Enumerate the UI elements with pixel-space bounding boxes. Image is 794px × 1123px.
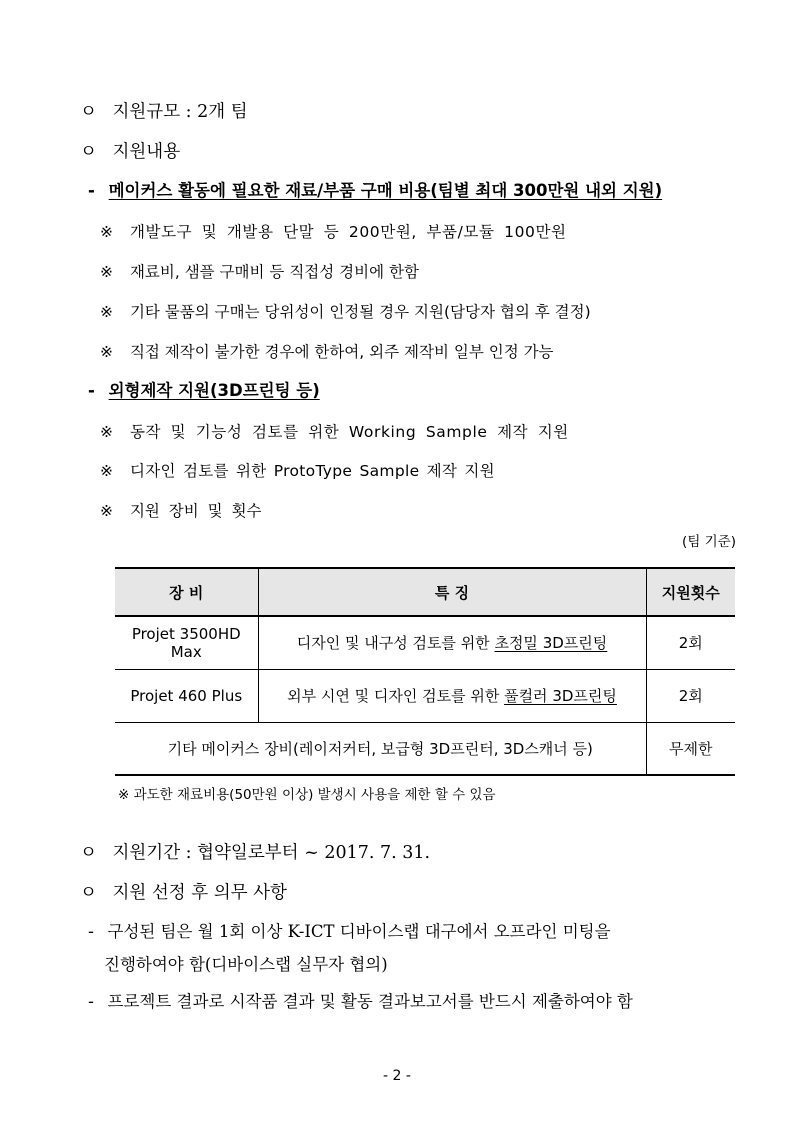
bullet-duties bbox=[80, 881, 287, 905]
note-text: 디자인 검토를 위한 ProtoType Sample 제작 지원 bbox=[129, 462, 495, 480]
header-equipment: 장 비 bbox=[115, 568, 258, 616]
bullet-support-period bbox=[80, 841, 430, 865]
note-mark: ※ bbox=[100, 223, 113, 241]
note-text: 개발도구 및 개발용 단말 등 200만원, 부품/모듈 100만원 bbox=[129, 223, 567, 241]
support-count: 2회 bbox=[646, 616, 735, 669]
table-row bbox=[115, 616, 735, 669]
table-header-row bbox=[115, 568, 735, 616]
table-row bbox=[115, 722, 735, 775]
note-mark: ※ bbox=[100, 303, 113, 321]
duty-continuation: 진행하여야 함(디바이스랩 실무자 협의) bbox=[104, 955, 388, 974]
note-text: 직접 제작이 불가한 경우에 한하여, 외주 제작비 일부 인정 가능 bbox=[129, 343, 554, 361]
note-mark: ※ bbox=[100, 263, 113, 281]
feature-highlight: 풀컬러 3D프린팅 bbox=[504, 687, 617, 705]
duty-item bbox=[88, 920, 611, 944]
support-period-text: 지원기간 : 협약일로부터 ~ 2017. 7. 31. bbox=[112, 843, 431, 863]
dash-mark: - bbox=[88, 992, 94, 1012]
equipment-name: Projet 460 Plus bbox=[115, 669, 258, 722]
note-item bbox=[100, 300, 591, 324]
feature-prefix: 외부 시연 및 디자인 검토를 위한 bbox=[287, 687, 505, 705]
table-unit-note: (팀 기준) bbox=[682, 534, 736, 550]
bullet-support-content bbox=[80, 140, 180, 164]
header-count: 지원횟수 bbox=[646, 568, 735, 616]
note-mark: ※ bbox=[100, 502, 113, 520]
table-footnote: ※ 과도한 재료비용(50만원 이상) 발생시 사용을 제한 할 수 있음 bbox=[118, 787, 496, 803]
equipment-table bbox=[115, 567, 735, 776]
feature-highlight: 초정밀 3D프린팅 bbox=[494, 634, 608, 653]
dash-mark: - bbox=[88, 381, 95, 400]
note-text: 재료비, 샘플 구매비 등 직접성 경비에 한함 bbox=[129, 263, 419, 281]
note-item bbox=[100, 220, 567, 244]
dash-mark: - bbox=[88, 181, 95, 200]
note-text: 기타 물품의 구매는 당위성이 인정될 경우 지원(담당자 협의 후 결정) bbox=[129, 303, 591, 321]
support-scale-text: 지원규모 : 2개 팀 bbox=[112, 102, 248, 122]
note-text: 지원 장비 및 횟수 bbox=[129, 502, 262, 520]
subheading-exterior bbox=[88, 379, 320, 403]
note-item bbox=[100, 459, 495, 483]
note-item bbox=[100, 340, 554, 364]
bullet-mark: ㅇ bbox=[80, 102, 97, 122]
note-mark: ※ bbox=[100, 423, 113, 441]
equipment-feature bbox=[258, 616, 646, 669]
header-feature: 특 징 bbox=[258, 568, 646, 616]
note-mark: ※ bbox=[100, 462, 113, 480]
bullet-mark: ㅇ bbox=[80, 843, 97, 863]
other-equipment: 기타 메이커스 장비(레이저커터, 보급형 3D프린터, 3D스캐너 등) bbox=[115, 722, 646, 775]
table-row bbox=[115, 669, 735, 722]
equipment-feature bbox=[258, 669, 646, 722]
note-item bbox=[100, 260, 419, 284]
note-item bbox=[100, 499, 262, 523]
exterior-text: 외형제작 지원(3D프린팅 등) bbox=[108, 381, 320, 400]
bullet-mark: ㅇ bbox=[80, 883, 97, 903]
feature-prefix: 디자인 및 내구성 검토를 위한 bbox=[296, 634, 495, 653]
duty-text: 프로젝트 결과로 시작품 결과 및 활동 결과보고서를 반드시 제출하여야 함 bbox=[107, 992, 633, 1011]
support-count: 무제한 bbox=[646, 722, 735, 775]
materials-text: 메이커스 활동에 필요한 재료/부품 구매 비용(팀별 최대 300만원 내외 지원) bbox=[108, 181, 663, 200]
duty-item bbox=[88, 990, 633, 1014]
support-content-text: 지원내용 bbox=[112, 142, 181, 162]
support-count: 2회 bbox=[646, 669, 735, 722]
equipment-name: Projet 3500HD Max bbox=[115, 616, 258, 669]
note-text: 동작 및 기능성 검토를 위한 Working Sample 제작 지원 bbox=[129, 423, 569, 441]
note-mark: ※ bbox=[100, 343, 113, 361]
duty-text: 구성된 팀은 월 1회 이상 K-ICT 디바이스랩 대구에서 오프라인 미팅을 bbox=[107, 922, 611, 941]
page-number: - 2 - bbox=[383, 1068, 411, 1084]
bullet-support-scale bbox=[80, 100, 248, 124]
bullet-mark: ㅇ bbox=[80, 142, 97, 162]
note-item bbox=[100, 420, 569, 444]
dash-mark: - bbox=[88, 922, 94, 942]
duties-text: 지원 선정 후 의무 사항 bbox=[112, 883, 287, 903]
subheading-materials bbox=[88, 179, 662, 203]
